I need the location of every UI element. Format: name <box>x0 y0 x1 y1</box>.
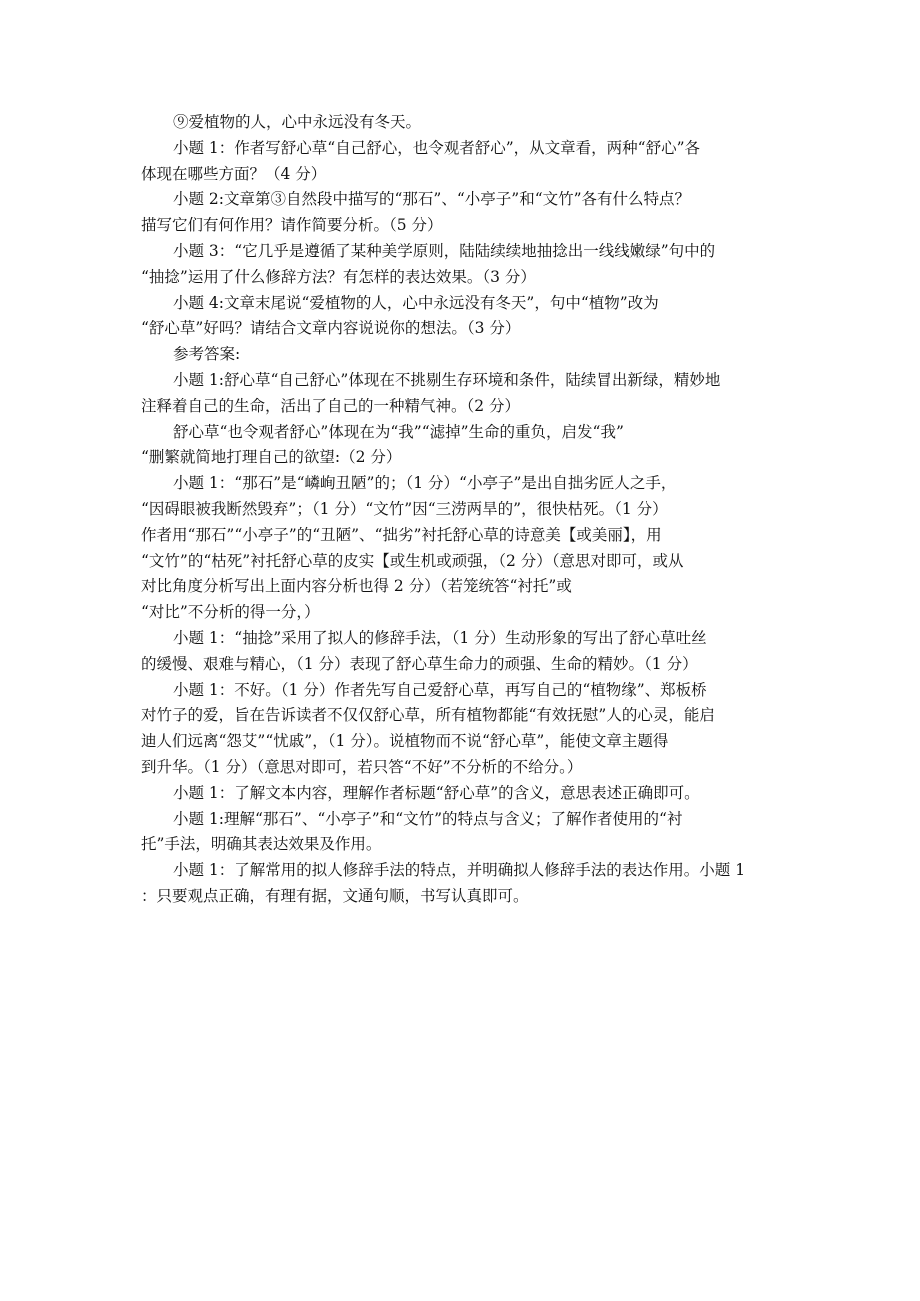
question-3-line: 小题 3：“它几乎是遵循了某种美学原则，陆陆续续地抽捻出一线线嫩绿”句中的 <box>173 241 716 260</box>
answer-2-line: 作者用“那石”“小亭子”的“丑陋”、“拙劣”衬托舒心草的诗意美【或美丽】，用 <box>141 525 662 544</box>
answer-heading: 参考答案: <box>173 345 241 364</box>
question-4-line: “舒心草”好吗？请结合文章内容说说你的想法。（3 分） <box>141 319 521 338</box>
question-1-line: 小题 1：作者写舒心草“自己舒心，也令观者舒心”，从文章看，两种“舒心”各 <box>173 138 700 157</box>
answer-1-line: 注释着自己的生命，活出了自己的一种精气神。（2 分） <box>141 396 521 415</box>
answer-2-line: “因碍眼被我断然毁弃”；（1 分）“文竹”因“三涝两旱的”，很快枯死。（1 分） <box>141 499 668 518</box>
answer-4-line: 对竹子的爱，旨在告诉读者不仅仅舒心草，所有植物都能“有效抚慰”人的心灵，能启 <box>141 706 715 725</box>
question-1-line: 体现在哪些方面？（4 分） <box>141 164 327 183</box>
question-2-line: 小题 2:文章第③自然段中描写的“那石”、“小亭子”和“文竹”各有什么特点？ <box>173 190 691 209</box>
answer-2-line: 小题 1：“那石”是“嶙峋丑陋”的；（1 分）“小亭子”是出自拙劣匠人之手， <box>173 474 677 493</box>
answer-1-line: 舒心草“也令观者舒心”体现在为“我”“滤掉”生命的重负，启发“我” <box>173 422 624 441</box>
question-3-line: “抽捻”运用了什么修辞方法？有怎样的表达效果。（3 分） <box>141 267 536 286</box>
answer-3-line: 的缓慢、艰难与精心，（1 分）表现了舒心草生命力的顽强、生命的精妙。（1 分） <box>141 654 698 673</box>
answer-2-line: 对比角度分析写出上面内容分析也得 2 分）（若笼统答“衬托”或 <box>141 577 572 596</box>
answer-1-line: 小题 1:舒心草“自己舒心”体现在不挑剔生存环境和条件，陆续冒出新绿，精妙地 <box>173 370 721 389</box>
answer-4-line: 迪人们远离“怨艾”“忧戚”，（1 分）。说植物而不说“舒心草”，能使文章主题得 <box>141 732 669 751</box>
paragraph-line: ⑨爱植物的人，心中永远没有冬天。 <box>173 113 422 131</box>
question-4-line: 小题 4:文章末尾说“爱植物的人，心中永远没有冬天”，句中“植物”改为 <box>173 293 659 312</box>
question-2-line: 描写它们有何作用？请作简要分析。（5 分） <box>141 216 443 235</box>
answer-4-line: 小题 1：不好。（1 分）作者先写自己爱舒心草，再写自己的“植物缘”、郑板桥 <box>173 680 707 699</box>
analysis-3-line: 小题 1：了解常用的拟人修辞手法的特点，并明确拟人修辞手法的表达作用。小题 1 <box>173 861 746 880</box>
analysis-3-line: ：只要观点正确，有理有据，文通句顺，书写认真即可。 <box>141 886 529 905</box>
document-page <box>141 110 791 910</box>
answer-4-line: 到升华。（1 分）（意思对即可，若只答“不好”不分析的不给分。） <box>141 757 583 776</box>
answer-2-line: “对比”不分析的得一分，） <box>141 603 320 622</box>
analysis-2-line: 小题 1:理解“那石”、“小亭子”和“文竹”的特点与含义；了解作者使用的“衬 <box>173 809 683 828</box>
analysis-2-line: 托”手法，明确其表达效果及作用。 <box>141 835 382 854</box>
answer-3-line: 小题 1：“抽捻”采用了拟人的修辞手法，（1 分）生动形象的写出了舒心草吐丝 <box>173 628 707 647</box>
answer-1-line: “删繁就简地打理自己的欲望:（2 分） <box>141 448 402 467</box>
analysis-1-line: 小题 1：了解文本内容，理解作者标题“舒心草”的含义，意思表述正确即可。 <box>173 783 700 802</box>
answer-2-line: “文竹”的“枯死”衬托舒心草的皮实【或生机或顽强，（2 分）（意思对即可，或从 <box>141 551 684 570</box>
